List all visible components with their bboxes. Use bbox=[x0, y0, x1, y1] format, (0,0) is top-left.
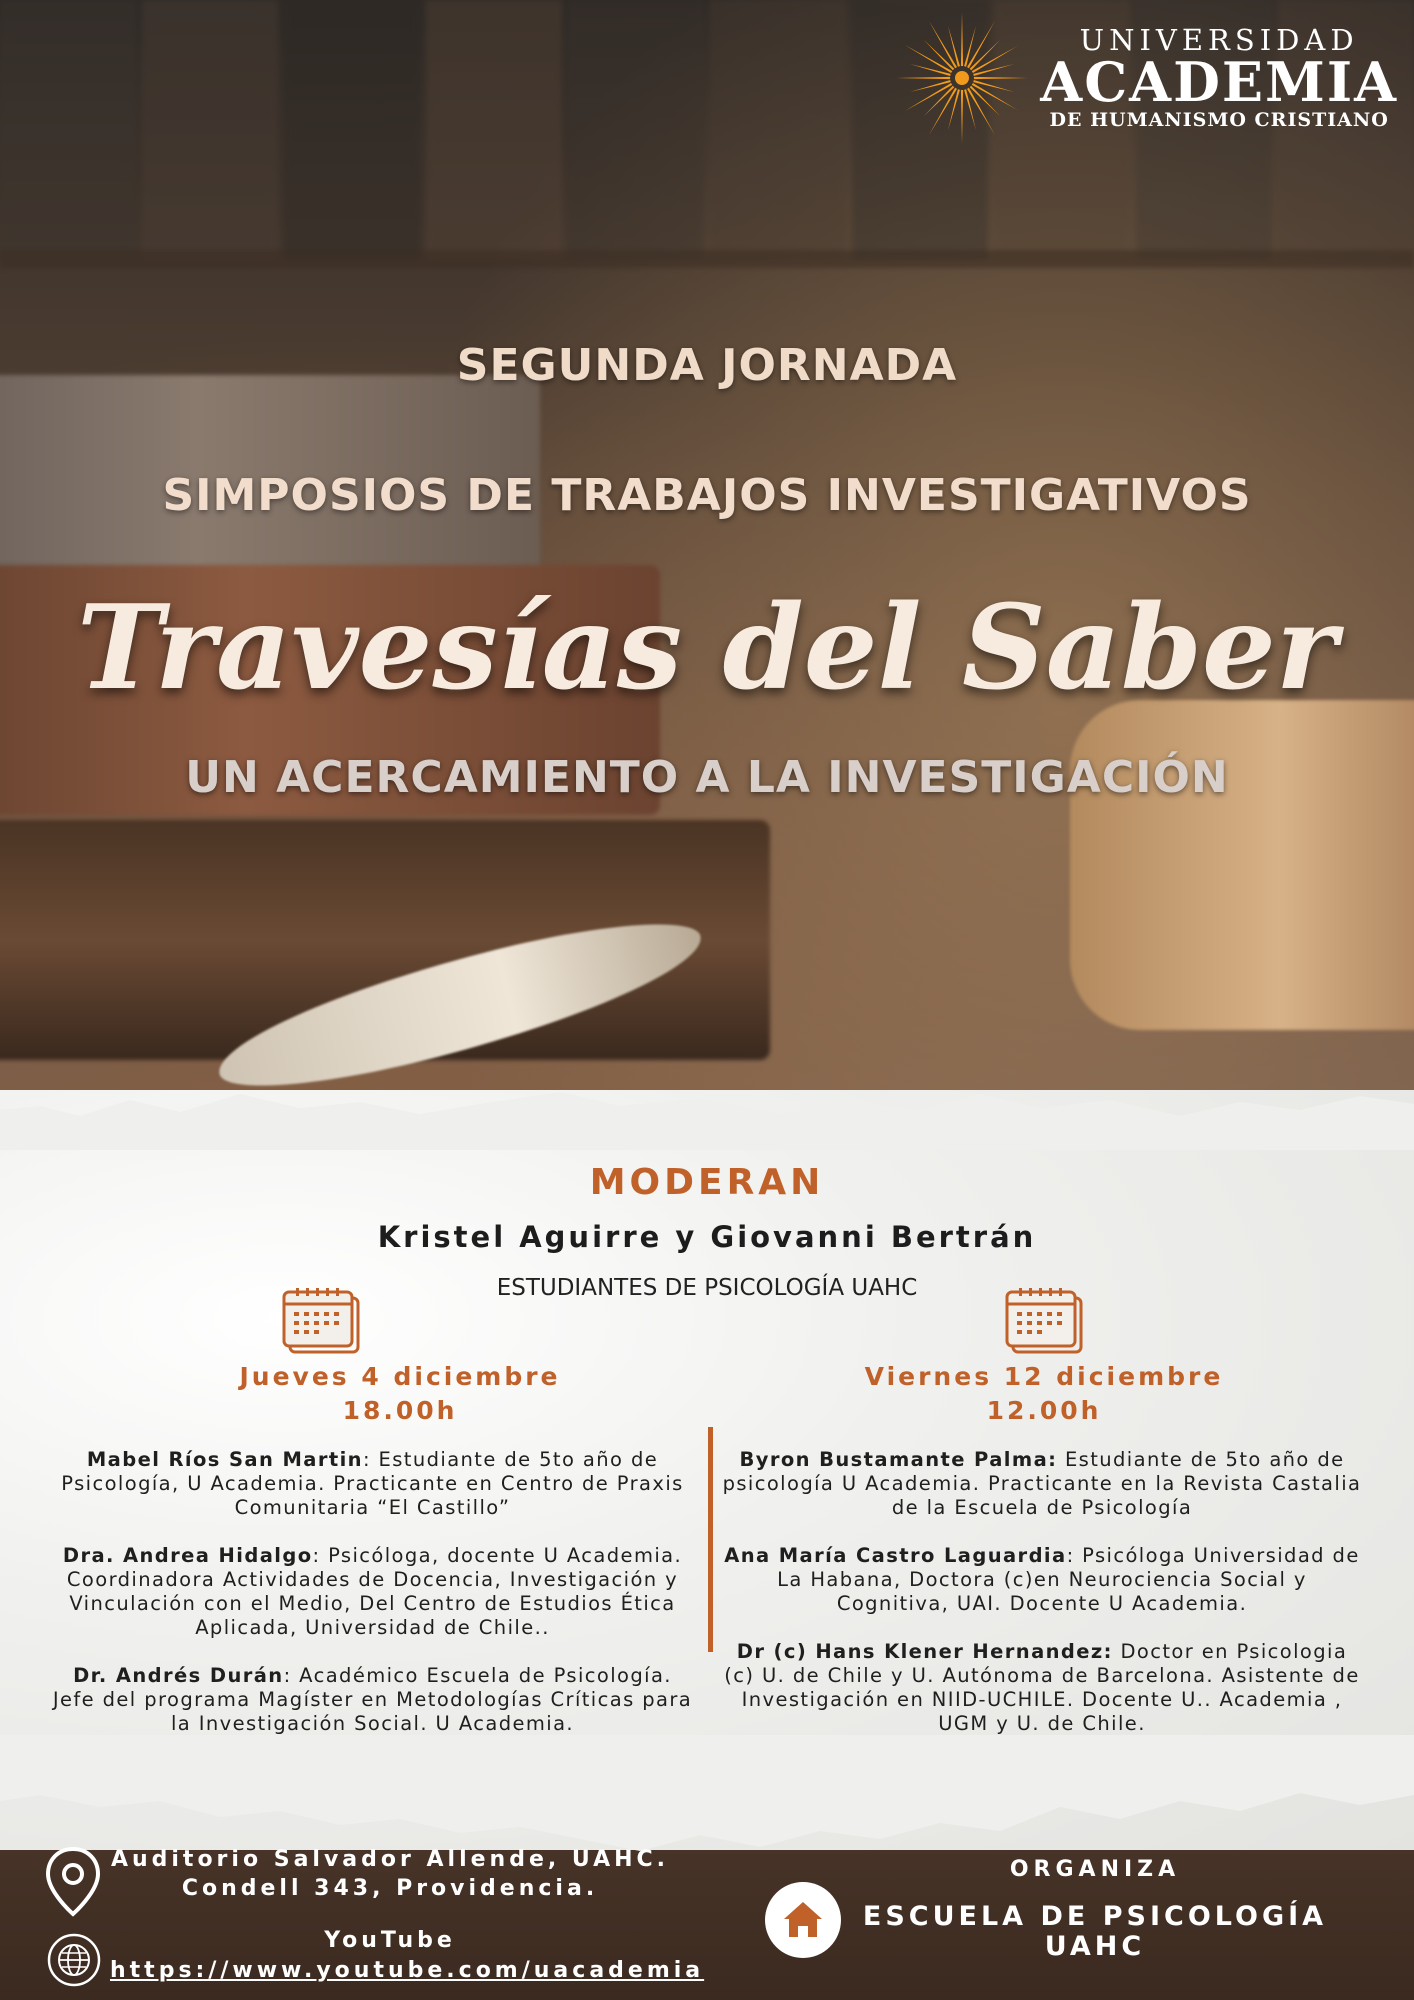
event-subtitle: UN ACERCAMIENTO A LA INVESTIGACIÓN bbox=[185, 752, 1229, 803]
speaker-name: Dr. Andrés Durán bbox=[73, 1664, 284, 1687]
logo-line-2: ACADEMIA bbox=[1040, 50, 1398, 115]
speaker-separator bbox=[1057, 1448, 1065, 1471]
sun-ray bbox=[970, 86, 1000, 116]
event-title: Travesías del Saber bbox=[77, 580, 1337, 716]
speaker-name: Dra. Andrea Hidalgo bbox=[62, 1544, 313, 1567]
speaker-entry bbox=[722, 1544, 1362, 1616]
speaker-entry bbox=[50, 1664, 695, 1736]
day-1-speakers bbox=[50, 1448, 695, 1760]
speaker-entry bbox=[722, 1640, 1362, 1736]
sun-ray bbox=[964, 26, 976, 67]
day-2-speakers bbox=[722, 1448, 1362, 1760]
moderators-heading: MODERAN bbox=[589, 1162, 825, 1203]
speaker-separator: : bbox=[1066, 1544, 1083, 1567]
speaker-bio: Académico Escuela de Psicología. Jefe del programa Magíster en Metodologías Críticas para la Investigación Social. U Academia. bbox=[52, 1664, 693, 1735]
organizer-line-1: ESCUELA DE PSICOLOGÍA bbox=[862, 1901, 1328, 1932]
speaker-separator: : bbox=[283, 1664, 300, 1687]
speaker-separator: : bbox=[362, 1448, 379, 1471]
event-kicker: SEGUNDA JORNADA bbox=[456, 340, 958, 391]
day-1-date: Jueves 4 diciembre bbox=[239, 1362, 561, 1391]
organizer-label: ORGANIZA bbox=[1009, 1857, 1181, 1882]
logo-line-1: UNIVERSIDAD bbox=[1079, 22, 1359, 57]
globe-icon bbox=[46, 1932, 102, 1988]
speaker-name: Byron Bustamante Palma: bbox=[739, 1448, 1058, 1471]
stream-label: YouTube bbox=[324, 1928, 456, 1953]
sun-ray bbox=[924, 86, 954, 116]
logo-wordmark bbox=[1040, 22, 1398, 132]
speaker-name: Ana María Castro Laguardia bbox=[724, 1544, 1067, 1567]
sun-burst-logo-icon bbox=[892, 8, 1032, 148]
sun-ray bbox=[948, 26, 960, 67]
sun-ray bbox=[910, 64, 951, 76]
venue-address bbox=[110, 1845, 670, 1903]
sun-ray bbox=[924, 40, 954, 70]
sun-ray bbox=[961, 12, 963, 66]
speaker-entry bbox=[722, 1448, 1362, 1520]
speaker-bio: Psicóloga Universidad de La Habana, Doctora (c)en Neurociencia Social y Cognitiva, UAI. Docente U Academia. bbox=[777, 1544, 1360, 1615]
day-2-time: 12.00h bbox=[986, 1396, 1102, 1425]
sun-ray bbox=[970, 40, 1000, 70]
sun-ray bbox=[961, 90, 963, 144]
column-divider bbox=[708, 1427, 713, 1652]
venue-line-2: Condell 343, Providencia. bbox=[181, 1876, 599, 1901]
sun-ray bbox=[948, 89, 960, 130]
shelf-plank bbox=[0, 250, 1414, 268]
moderators-role: ESTUDIANTES DE PSICOLOGÍA UAHC bbox=[496, 1275, 918, 1301]
speaker-name: Dr (c) Hans Klener Hernandez: bbox=[736, 1640, 1113, 1663]
day-2-date: Viernes 12 diciembre bbox=[864, 1362, 1224, 1391]
stream-info bbox=[110, 1926, 705, 1986]
event-series: SIMPOSIOS DE TRABAJOS INVESTIGATIVOS bbox=[162, 470, 1252, 521]
sun-ray bbox=[974, 80, 1015, 92]
speaker-name: Mabel Ríos San Martin bbox=[86, 1448, 363, 1471]
scroll-image bbox=[1070, 700, 1414, 1030]
speaker-bio: Doctor en Psicologia (c) U. de Chile y U. Autónoma de Barcelona. Asistente de Investigación en NIID-UCHILE. Docente U.. Academia , UGM y U. de Chile. bbox=[724, 1640, 1360, 1735]
sun-ray bbox=[974, 77, 1028, 79]
day-1-heading bbox=[120, 1360, 680, 1428]
moderators-names: Kristel Aguirre y Giovanni Bertrán bbox=[377, 1220, 1037, 1254]
venue-line-1: Auditorio Salvador Allende, UAHC. bbox=[110, 1847, 670, 1872]
sun-ray bbox=[896, 77, 950, 79]
youtube-link[interactable]: https://www.youtube.com/uacademia bbox=[110, 1958, 705, 1983]
home-icon bbox=[764, 1881, 842, 1959]
calendar-icon bbox=[280, 1288, 362, 1356]
day-1-time: 18.00h bbox=[342, 1396, 458, 1425]
speaker-separator: : bbox=[312, 1544, 329, 1567]
logo-line-3: DE HUMANISMO CRISTIANO bbox=[1049, 109, 1389, 132]
day-2-heading bbox=[764, 1360, 1324, 1428]
organizer-line-2: UAHC bbox=[1044, 1931, 1146, 1962]
speaker-entry bbox=[50, 1544, 695, 1640]
speaker-bio: Estudiante de 5to año de Psicología, U Academia. Practicante en Centro de Praxis Comunitaria “El Castillo” bbox=[61, 1448, 684, 1519]
sun-ray bbox=[974, 64, 1015, 76]
location-pin-icon bbox=[44, 1846, 102, 1918]
university-logo bbox=[892, 8, 1398, 148]
speaker-bio: Psicóloga, docente U Academia. Coordinadora Actividades de Docencia, Investigación y Vinculación con el Medio, Del Centro de Estudios Ética Aplicada, Universidad de Chile.. bbox=[66, 1544, 683, 1639]
speaker-entry bbox=[50, 1448, 695, 1520]
sun-core bbox=[955, 71, 969, 85]
torn-edge-top bbox=[0, 1080, 1414, 1150]
calendar-icon bbox=[1003, 1288, 1085, 1356]
sun-ray bbox=[964, 89, 976, 130]
sun-ray bbox=[910, 80, 951, 92]
organizer-name bbox=[860, 1902, 1330, 1962]
speaker-bio: Estudiante de 5to año de psicología U Academia. Practicante en la Revista Castalia de la Escuela de Psicología bbox=[722, 1448, 1362, 1519]
